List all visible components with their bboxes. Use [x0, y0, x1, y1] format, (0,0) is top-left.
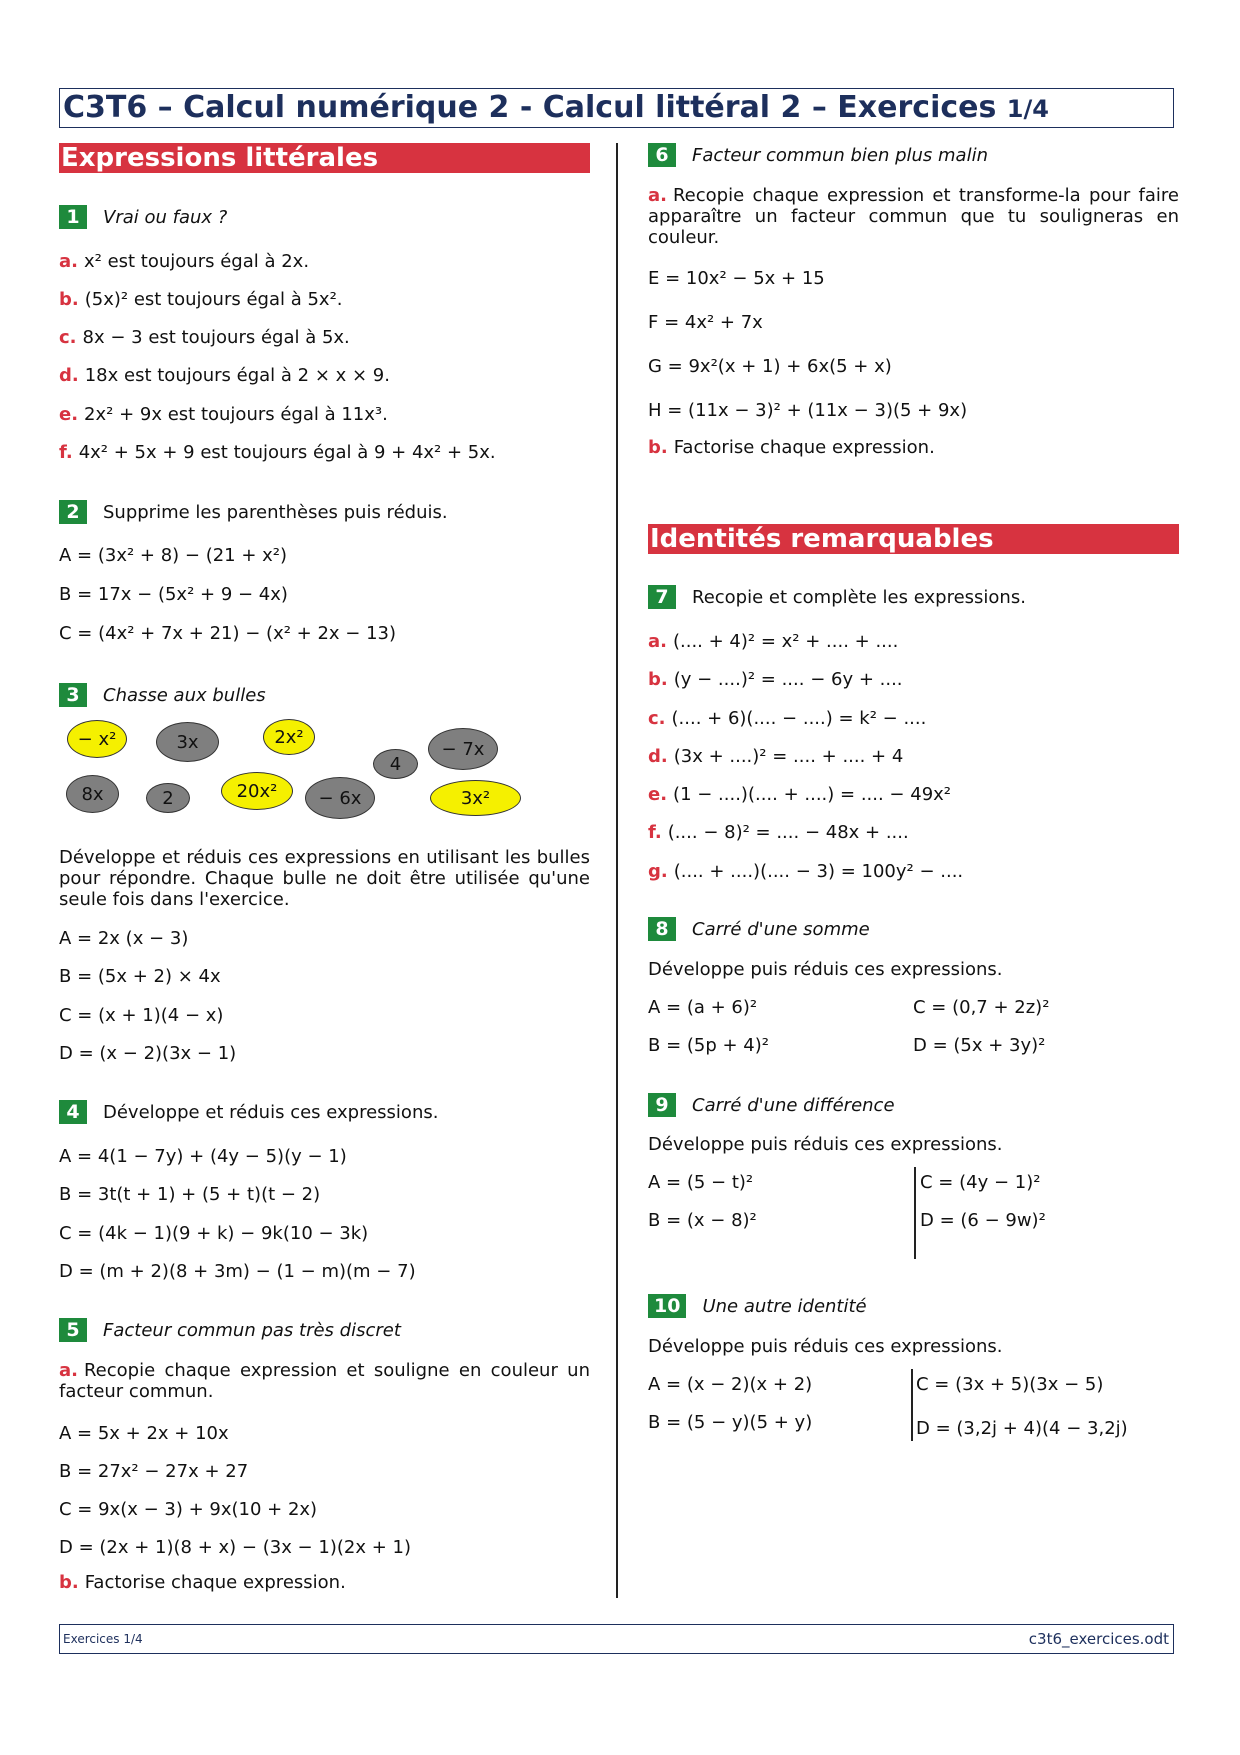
ex3-line-c: C = (x + 1)(4 − x)	[59, 1005, 224, 1026]
ex9-instruction: Développe puis réduis ces expressions.	[648, 1134, 1003, 1155]
bubble: 20x²	[221, 772, 293, 810]
exercise-title: Facteur commun pas très discret	[103, 1319, 401, 1341]
ex9-b: B = (x − 8)²	[648, 1210, 757, 1231]
ex6-line-e: E = 10x² − 5x + 15	[648, 268, 825, 289]
ex5-line-a: A = 5x + 2x + 10x	[59, 1423, 229, 1444]
ex2-line-a: A = (3x² + 8) − (21 + x²)	[59, 545, 288, 566]
ex5-part-b: b. Factorise chaque expression.	[59, 1572, 346, 1593]
ex2-line-b: B = 17x − (5x² + 9 − 4x)	[59, 584, 288, 605]
title-text: C3T6 – Calcul numérique 2 - Calcul littéral 2 – Exercices	[63, 90, 997, 125]
exercise-1-header	[59, 205, 227, 229]
exercise-10-header	[648, 1294, 867, 1318]
ex2-line-c: C = (4x² + 7x + 21) − (x² + 2x − 13)	[59, 623, 397, 644]
exercise-number: 4	[59, 1100, 87, 1124]
ex8-instruction: Développe puis réduis ces expressions.	[648, 959, 1003, 980]
bubble: 3x	[156, 722, 219, 762]
exercise-number: 6	[648, 143, 676, 167]
section-identites-remarquables: Identités remarquables	[648, 524, 1179, 554]
ex1-item-b: b. (5x)² est toujours égal à 5x².	[59, 289, 343, 310]
bubble: 3x²	[430, 780, 521, 816]
exercise-6-header	[648, 143, 988, 167]
page-title	[59, 88, 1174, 128]
ex9-a: A = (5 − t)²	[648, 1172, 754, 1193]
exercise-title: Facteur commun bien plus malin	[692, 144, 988, 166]
exercise-number: 7	[648, 585, 676, 609]
ex6-line-f: F = 4x² + 7x	[648, 312, 763, 333]
ex8-c: C = (0,7 + 2z)²	[913, 997, 1050, 1018]
ex5-line-d: D = (2x + 1)(8 + x) − (3x − 1)(2x + 1)	[59, 1537, 411, 1558]
exercise-number: 3	[59, 683, 87, 707]
ex7-item-b: b. (y − ....)² = .... − 6y + ....	[648, 669, 903, 690]
ex4-line-b: B = 3t(t + 1) + (5 + t)(t − 2)	[59, 1184, 321, 1205]
ex5-line-c: C = 9x(x − 3) + 9x(10 + 2x)	[59, 1499, 318, 1520]
exercise-number: 1	[59, 205, 87, 229]
exercise-7-header	[648, 585, 1026, 609]
ex1-item-f: f. 4x² + 5x + 9 est toujours égal à 9 + 4x² + 5x.	[59, 442, 496, 463]
bubble: 8x	[66, 775, 119, 813]
ex8-b: B = (5p + 4)²	[648, 1035, 769, 1056]
exercise-title: Recopie et complète les expressions.	[692, 586, 1026, 608]
ex7-item-a: a. (.... + 4)² = x² + .... + ....	[648, 631, 899, 652]
exercise-title: Chasse aux bulles	[103, 684, 266, 706]
footer-left: Exercices 1/4	[63, 1632, 143, 1646]
ex9-c: C = (4y − 1)²	[920, 1172, 1041, 1193]
ex6-part-b: b. Factorise chaque expression.	[648, 437, 935, 458]
ex5-part-a: a. Recopie chaque expression et souligne en couleur un facteur commun.	[59, 1360, 590, 1402]
exercise-number: 5	[59, 1318, 87, 1342]
bubble: 2	[146, 783, 190, 813]
ex6-line-g: G = 9x²(x + 1) + 6x(5 + x)	[648, 356, 892, 377]
exercise-number: 10	[648, 1294, 686, 1318]
exercise-9-header	[648, 1093, 895, 1117]
ex5-line-b: B = 27x² − 27x + 27	[59, 1461, 249, 1482]
bubble: 2x²	[263, 719, 315, 755]
ex7-item-g: g. (.... + ....)(.... − 3) = 100y² − ....	[648, 861, 964, 882]
section-expressions-litterales: Expressions littérales	[59, 143, 590, 173]
ex1-item-a: a. x² est toujours égal à 2x.	[59, 251, 310, 272]
bubble: − x²	[67, 720, 127, 758]
page-footer	[59, 1624, 1174, 1654]
ex4-line-a: A = 4(1 − 7y) + (4y − 5)(y − 1)	[59, 1146, 347, 1167]
ex10-d: D = (3,2j + 4)(4 − 3,2j)	[916, 1418, 1128, 1439]
footer-filename: c3t6_exercices.odt	[1028, 1630, 1169, 1648]
ex3-instruction: Développe et réduis ces expressions en utilisant les bulles pour répondre. Chaque bulle ne doit être utilisée qu'une seule fois dans l'exercice.	[59, 847, 590, 910]
ex1-item-d: d. 18x est toujours égal à 2 × x × 9.	[59, 365, 390, 386]
bubble: − 7x	[428, 728, 498, 770]
ex10-a: A = (x − 2)(x + 2)	[648, 1374, 813, 1395]
ex10-instruction: Développe puis réduis ces expressions.	[648, 1336, 1003, 1357]
ex6-part-a: a. Recopie chaque expression et transforme-la pour faire apparaître un facteur commun que tu souligneras en couleur.	[648, 185, 1179, 248]
ex4-line-c: C = (4k − 1)(9 + k) − 9k(10 − 3k)	[59, 1223, 369, 1244]
bubble: − 6x	[305, 777, 375, 819]
title-page: 1/4	[1006, 95, 1049, 123]
ex7-item-f: f. (.... − 8)² = .... − 48x + ....	[648, 822, 909, 843]
exercise-title: Carré d'une somme	[692, 918, 870, 940]
exercise-number: 8	[648, 917, 676, 941]
ex10-separator	[911, 1369, 913, 1441]
exercise-number: 2	[59, 500, 87, 524]
exercise-3-header	[59, 683, 266, 707]
ex3-line-a: A = 2x (x − 3)	[59, 928, 189, 949]
column-divider	[616, 143, 618, 1598]
ex7-item-d: d. (3x + ....)² = .... + .... + 4	[648, 746, 904, 767]
ex7-item-c: c. (.... + 6)(.... − ....) = k² − ....	[648, 708, 927, 729]
ex3-line-b: B = (5x + 2) × 4x	[59, 966, 221, 987]
ex8-a: A = (a + 6)²	[648, 997, 758, 1018]
ex10-b: B = (5 − y)(5 + y)	[648, 1412, 813, 1433]
exercise-title: Développe et réduis ces expressions.	[103, 1101, 439, 1123]
ex4-line-d: D = (m + 2)(8 + 3m) − (1 − m)(m − 7)	[59, 1261, 416, 1282]
ex8-d: D = (5x + 3y)²	[913, 1035, 1046, 1056]
exercise-2-header	[59, 500, 448, 524]
ex9-d: D = (6 − 9w)²	[920, 1210, 1046, 1231]
ex6-line-h: H = (11x − 3)² + (11x − 3)(5 + 9x)	[648, 400, 968, 421]
exercise-title: Supprime les parenthèses puis réduis.	[103, 501, 448, 523]
exercise-title: Vrai ou faux ?	[103, 206, 228, 228]
ex7-item-e: e. (1 − ....)(.... + ....) = .... − 49x²	[648, 784, 952, 805]
exercise-5-header	[59, 1318, 401, 1342]
ex9-separator	[914, 1167, 916, 1259]
exercise-4-header	[59, 1100, 438, 1124]
ex3-line-d: D = (x − 2)(3x − 1)	[59, 1043, 237, 1064]
exercise-title: Une autre identité	[702, 1295, 867, 1317]
exercise-8-header	[648, 917, 870, 941]
exercise-title: Carré d'une différence	[692, 1094, 895, 1116]
ex1-item-e: e. 2x² + 9x est toujours égal à 11x³.	[59, 404, 388, 425]
ex1-item-c: c. 8x − 3 est toujours égal à 5x.	[59, 327, 350, 348]
ex10-c: C = (3x + 5)(3x − 5)	[916, 1374, 1104, 1395]
bubble: 4	[373, 749, 418, 779]
exercise-number: 9	[648, 1093, 676, 1117]
